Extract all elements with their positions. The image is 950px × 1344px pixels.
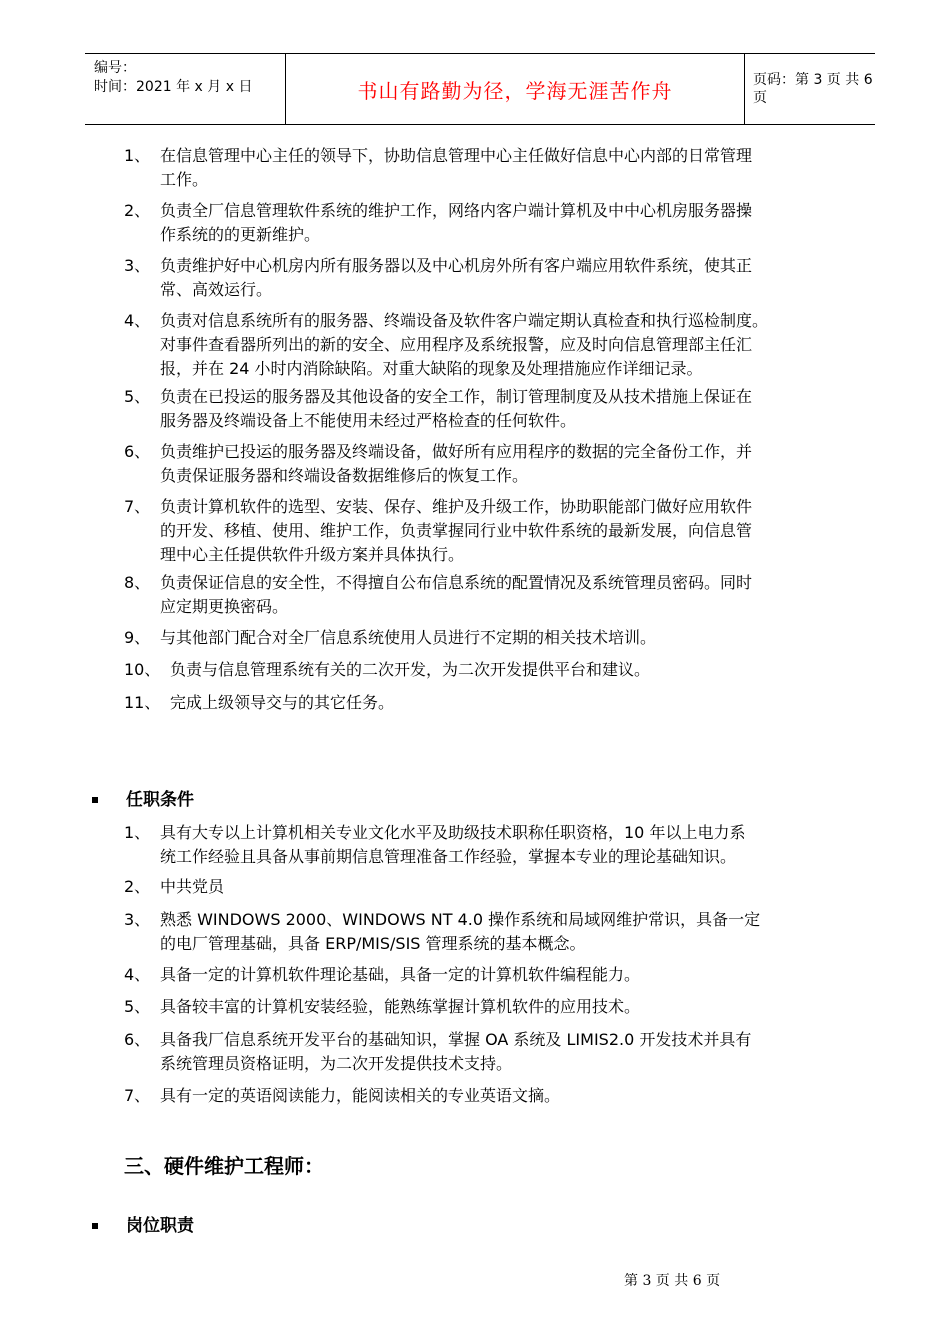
section-heading: 三、硬件维护工程师： — [124, 1154, 324, 1178]
item-text-line: 负责计算机软件的选型、安装、保存、维护及升级工作，协助职能部门做好应用软件 — [160, 497, 753, 516]
doc-time-label: 时间：2021 年 x 月 x 日 — [94, 79, 253, 95]
item-number: 4、 — [124, 311, 151, 330]
item-text-line: 的开发、移植、使用、维护工作，负责掌握同行业中软件系统的最新发展，向信息管 — [160, 521, 753, 540]
item-text — [160, 199, 752, 247]
item-number: 11、 — [124, 693, 161, 712]
item-number: 2、 — [124, 877, 151, 896]
item-text-line: 熟悉 WINDOWS 2000、WINDOWS NT 4.0 操作系统和局域网维护常识，具备一定 — [160, 910, 761, 929]
header-page-cell — [744, 54, 875, 124]
item-text-line: 作系统的的更新维护。 — [160, 225, 321, 244]
item-text-line: 工作。 — [160, 170, 209, 189]
item-text-line: 报，并在 24 小时内消除缺陷。对重大缺陷的现象及处理措施应作详细记录。 — [160, 359, 703, 378]
qualifications-heading-text: 任职条件 — [126, 790, 194, 810]
item-number: 5、 — [124, 387, 151, 406]
item-text-line: 负责与信息管理系统有关的二次开发，为二次开发提供平台和建议。 — [170, 660, 651, 679]
item-text-line: 系统管理员资格证明，为二次开发提供技术支持。 — [160, 1054, 513, 1073]
item-number: 5、 — [124, 997, 151, 1016]
item-text-line: 具备一定的计算机软件理论基础，具备一定的计算机软件编程能力。 — [160, 965, 641, 984]
item-text — [160, 254, 752, 302]
item-text-line: 与其他部门配合对全厂信息系统使用人员进行不定期的相关技术培训。 — [160, 628, 657, 647]
item-number: 1、 — [124, 146, 151, 165]
responsibilities-heading-text: 岗位职责 — [126, 1216, 194, 1236]
header-meta — [85, 54, 285, 124]
item-text — [160, 571, 752, 619]
item-text-line: 常、高效运行。 — [160, 280, 273, 299]
item-number: 4、 — [124, 965, 151, 984]
item-text-line: 负责保证信息的安全性，不得擅自公布信息系统的配置情况及系统管理员密码。同时 — [160, 573, 753, 592]
page-footer: 第 3 页 共 6 页 — [624, 1273, 721, 1289]
item-text-line: 负责维护已投运的服务器及终端设备，做好所有应用程序的数据的完全备份工作，并 — [160, 442, 753, 461]
item-text-line: 负责保证服务器和终端设备数据维修后的恢复工作。 — [160, 466, 529, 485]
item-text-line: 对事件查看器所列出的新的安全、应用程序及系统报警，应及时向信息管理部主任汇 — [160, 335, 753, 354]
item-text-line: 统工作经验且具备从事前期信息管理准备工作经验，掌握本专业的理论基础知识。 — [160, 847, 737, 866]
item-text-line: 具有大专以上计算机相关专业文化水平及助级技术职称任职资格，10 年以上电力系 — [160, 823, 746, 842]
item-text-line: 完成上级领导交与的其它任务。 — [170, 693, 395, 712]
doc-number-label: 编号： — [94, 60, 136, 76]
item-number: 1、 — [124, 823, 151, 842]
item-number: 7、 — [124, 1086, 151, 1105]
header-motto-cell — [285, 54, 745, 124]
item-number: 6、 — [124, 1030, 151, 1049]
item-text — [160, 495, 752, 567]
page-header — [85, 53, 875, 125]
item-number: 2、 — [124, 201, 151, 220]
item-text — [160, 309, 768, 381]
item-text — [160, 1084, 560, 1108]
item-number: 7、 — [124, 497, 151, 516]
item-text-line: 负责维护好中心机房内所有服务器以及中心机房外所有客户端应用软件系统，使其正 — [160, 256, 753, 275]
item-number: 9、 — [124, 628, 151, 647]
item-text-line: 的电厂管理基础，具备 ERP/MIS/SIS 管理系统的基本概念。 — [160, 934, 586, 953]
bullet-square-icon — [92, 797, 98, 803]
item-number: 6、 — [124, 442, 151, 461]
item-text — [160, 440, 752, 488]
item-text-line: 负责全厂信息管理软件系统的维护工作，网络内客户端计算机及中中心机房服务器操 — [160, 201, 753, 220]
item-text-line: 在信息管理中心主任的领导下，协助信息管理中心主任做好信息中心内部的日常管理 — [160, 146, 753, 165]
item-text — [160, 875, 224, 899]
item-text-line: 具备较丰富的计算机安装经验，能熟练掌握计算机软件的应用技术。 — [160, 997, 641, 1016]
item-text — [160, 626, 656, 650]
item-text-line: 具备我厂信息系统开发平台的基础知识，掌握 OA 系统及 LIMIS2.0 开发技术并具有 — [160, 1030, 752, 1049]
item-text-line: 理中心主任提供软件升级方案并具体执行。 — [160, 545, 465, 564]
item-text — [160, 908, 760, 956]
item-text — [160, 385, 752, 433]
item-text-line: 负责对信息系统所有的服务器、终端设备及软件客户端定期认真检查和执行巡检制度。 — [160, 311, 769, 330]
item-text-line: 应定期更换密码。 — [160, 597, 289, 616]
item-text — [160, 1028, 751, 1076]
item-text-line: 具有一定的英语阅读能力，能阅读相关的专业英语文摘。 — [160, 1086, 561, 1105]
item-number: 3、 — [124, 910, 151, 929]
item-number: 10、 — [124, 660, 161, 679]
item-text-line: 服务器及终端设备上不能使用未经过严格检查的任何软件。 — [160, 411, 577, 430]
item-number: 8、 — [124, 573, 151, 592]
item-text — [160, 821, 745, 869]
item-text — [160, 995, 640, 1019]
item-text — [160, 144, 752, 192]
item-text — [160, 963, 640, 987]
bullet-square-icon — [92, 1223, 98, 1229]
header-motto: 书山有路勤为径，学海无涯苦作舟 — [357, 78, 673, 103]
item-text-line: 负责在已投运的服务器及其他设备的安全工作，制订管理制度及从技术措施上保证在 — [160, 387, 753, 406]
item-text — [170, 691, 394, 715]
item-text — [170, 658, 650, 682]
item-text-line: 中共党员 — [160, 877, 225, 896]
header-page-info: 页码：第 3 页 共 6 页 — [753, 72, 873, 106]
item-number: 3、 — [124, 256, 151, 275]
